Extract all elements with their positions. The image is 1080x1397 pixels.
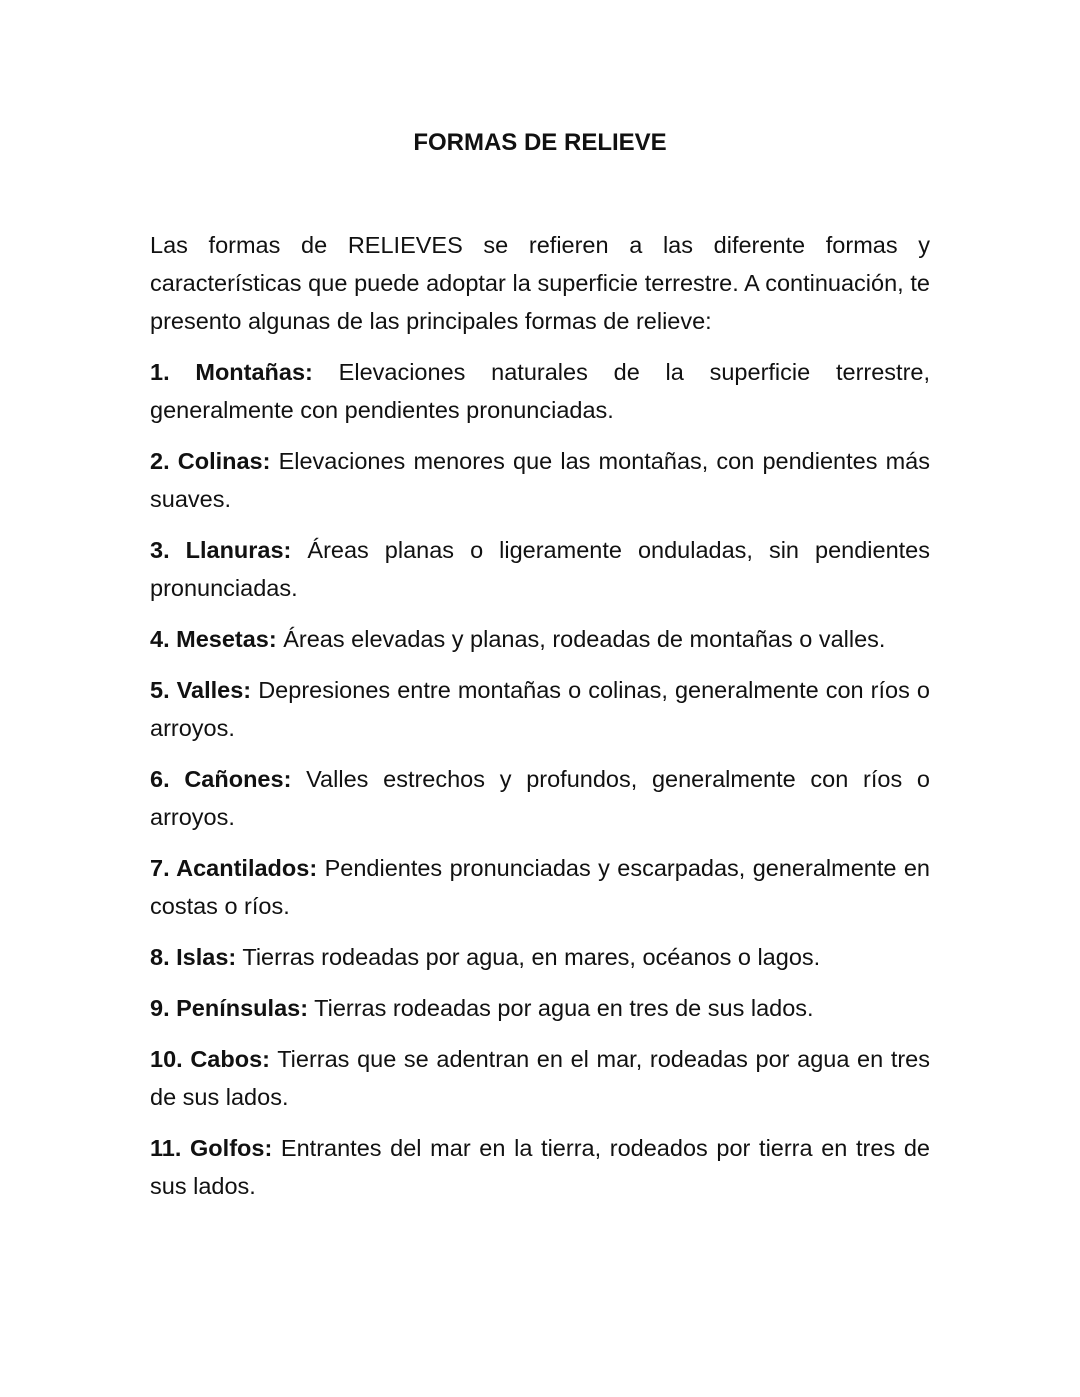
document-page [150, 122, 930, 1218]
item-description: Elevaciones menores que las montañas, con pendientes más suaves. [150, 448, 930, 512]
list-item [150, 938, 930, 976]
list-item [150, 989, 930, 1027]
item-description: Áreas elevadas y planas, rodeadas de montañas o valles. [276, 626, 886, 652]
item-description: Entrantes del mar en la tierra, rodeados por tierra en tres de sus lados. [150, 1135, 930, 1199]
list-item [150, 353, 930, 429]
list-item [150, 671, 930, 747]
item-term: 7. Acantilados: [150, 855, 318, 881]
item-term: 4. Mesetas: [150, 626, 277, 652]
item-term: 11. Golfos: [150, 1135, 273, 1161]
item-description: Tierras rodeadas por agua en tres de sus lados. [308, 995, 814, 1021]
item-description: Valles estrechos y profundos, generalmente con ríos o arroyos. [150, 766, 930, 830]
list-item [150, 760, 930, 836]
list-item [150, 531, 930, 607]
page-title: FORMAS DE RELIEVE [413, 129, 667, 156]
list-item [150, 849, 930, 925]
item-description: Tierras que se adentran en el mar, rodeadas por agua en tres de sus lados. [150, 1046, 931, 1110]
item-term: 8. Islas: [150, 944, 237, 970]
item-term: 9. Penínsulas: [150, 995, 309, 1021]
item-term: 5. Valles: [150, 677, 252, 703]
item-term: 3. Llanuras: [150, 537, 292, 563]
item-description: Pendientes pronunciadas y escarpadas, generalmente en costas o ríos. [150, 855, 930, 919]
item-description: Elevaciones naturales de la superficie terrestre, generalmente con pendientes pronunciadas. [150, 359, 930, 423]
item-term: 10. Cabos: [150, 1046, 270, 1072]
list-item [150, 442, 930, 518]
list-item [150, 620, 930, 658]
intro-paragraph: Las formas de RELIEVES se refieren a las diferente formas y características que puede adoptar la superficie terrestre. A continuación, te presento algunas de las principales formas de relieve: [150, 232, 930, 334]
list-item [150, 1040, 930, 1116]
item-term: 1. Montañas: [150, 359, 313, 385]
item-description: Áreas planas o ligeramente onduladas, sin pendientes pronunciadas. [150, 537, 930, 601]
item-term: 6. Cañones: [150, 766, 292, 792]
item-description: Depresiones entre montañas o colinas, generalmente con ríos o arroyos. [150, 677, 930, 741]
item-description: Tierras rodeadas por agua, en mares, océanos o lagos. [236, 944, 821, 970]
item-term: 2. Colinas: [150, 448, 271, 474]
list-item [150, 1129, 930, 1205]
